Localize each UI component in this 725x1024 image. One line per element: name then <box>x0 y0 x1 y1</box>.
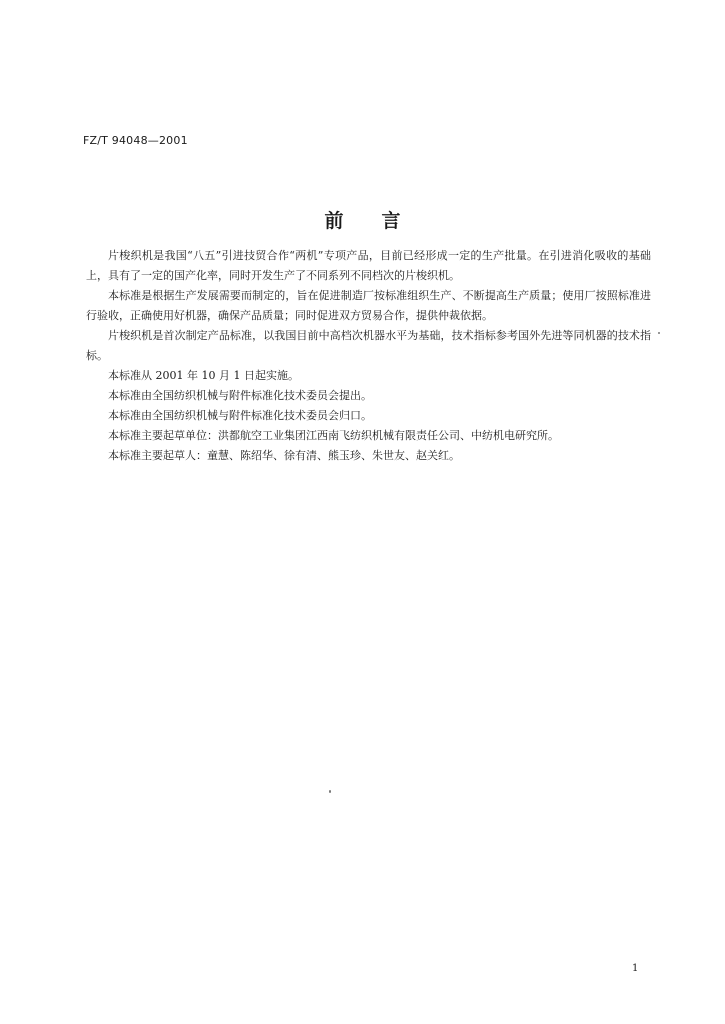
paragraph-proposed-by: 本标准由全国纺织机械与附件标准化技术委员会提出。 <box>108 389 372 402</box>
scan-speck <box>329 790 331 793</box>
scan-speck <box>658 332 660 334</box>
page-number: 1 <box>632 963 639 974</box>
section-title: 前言 <box>324 210 439 232</box>
paragraph-drafting-units: 本标准主要起草单位：洪都航空工业集团江西南飞纺织机械有限责任公司、中纺机电研究所。 <box>108 429 559 442</box>
paragraph-drafters: 本标准主要起草人：童慧、陈绍华、徐有清、熊玉珍、朱世友、赵关红。 <box>108 449 460 462</box>
paragraph-intro: 片梭织机是我国“八五”引进技贸合作“两机”专项产品，目前已经形成一定的生产批量。在引进消化吸收的基础上，具有了一定的国产化率，同时开发生产了不同系列不同档次的片梭织机。 <box>86 249 651 282</box>
standard-code: FZ/T 94048—2001 <box>83 134 188 147</box>
paragraph-effective-date: 本标准从 2001 年 10 月 1 日起实施。 <box>108 369 299 382</box>
paragraph-administered-by: 本标准由全国纺织机械与附件标准化技术委员会归口。 <box>108 409 372 422</box>
paragraph-basis: 片梭织机是首次制定产品标准，以我国目前中高档次机器水平为基础，技术指标参考国外先进等同机器的技术指标。 <box>86 329 651 362</box>
paragraph-purpose: 本标准是根据生产发展需要而制定的，旨在促进制造厂按标准组织生产、不断提高生产质量；使用厂按照标准进行验收，正确使用好机器，确保产品质量；同时促进双方贸易合作，提供仲裁依据。 <box>86 289 651 322</box>
foreword-body <box>86 246 651 466</box>
